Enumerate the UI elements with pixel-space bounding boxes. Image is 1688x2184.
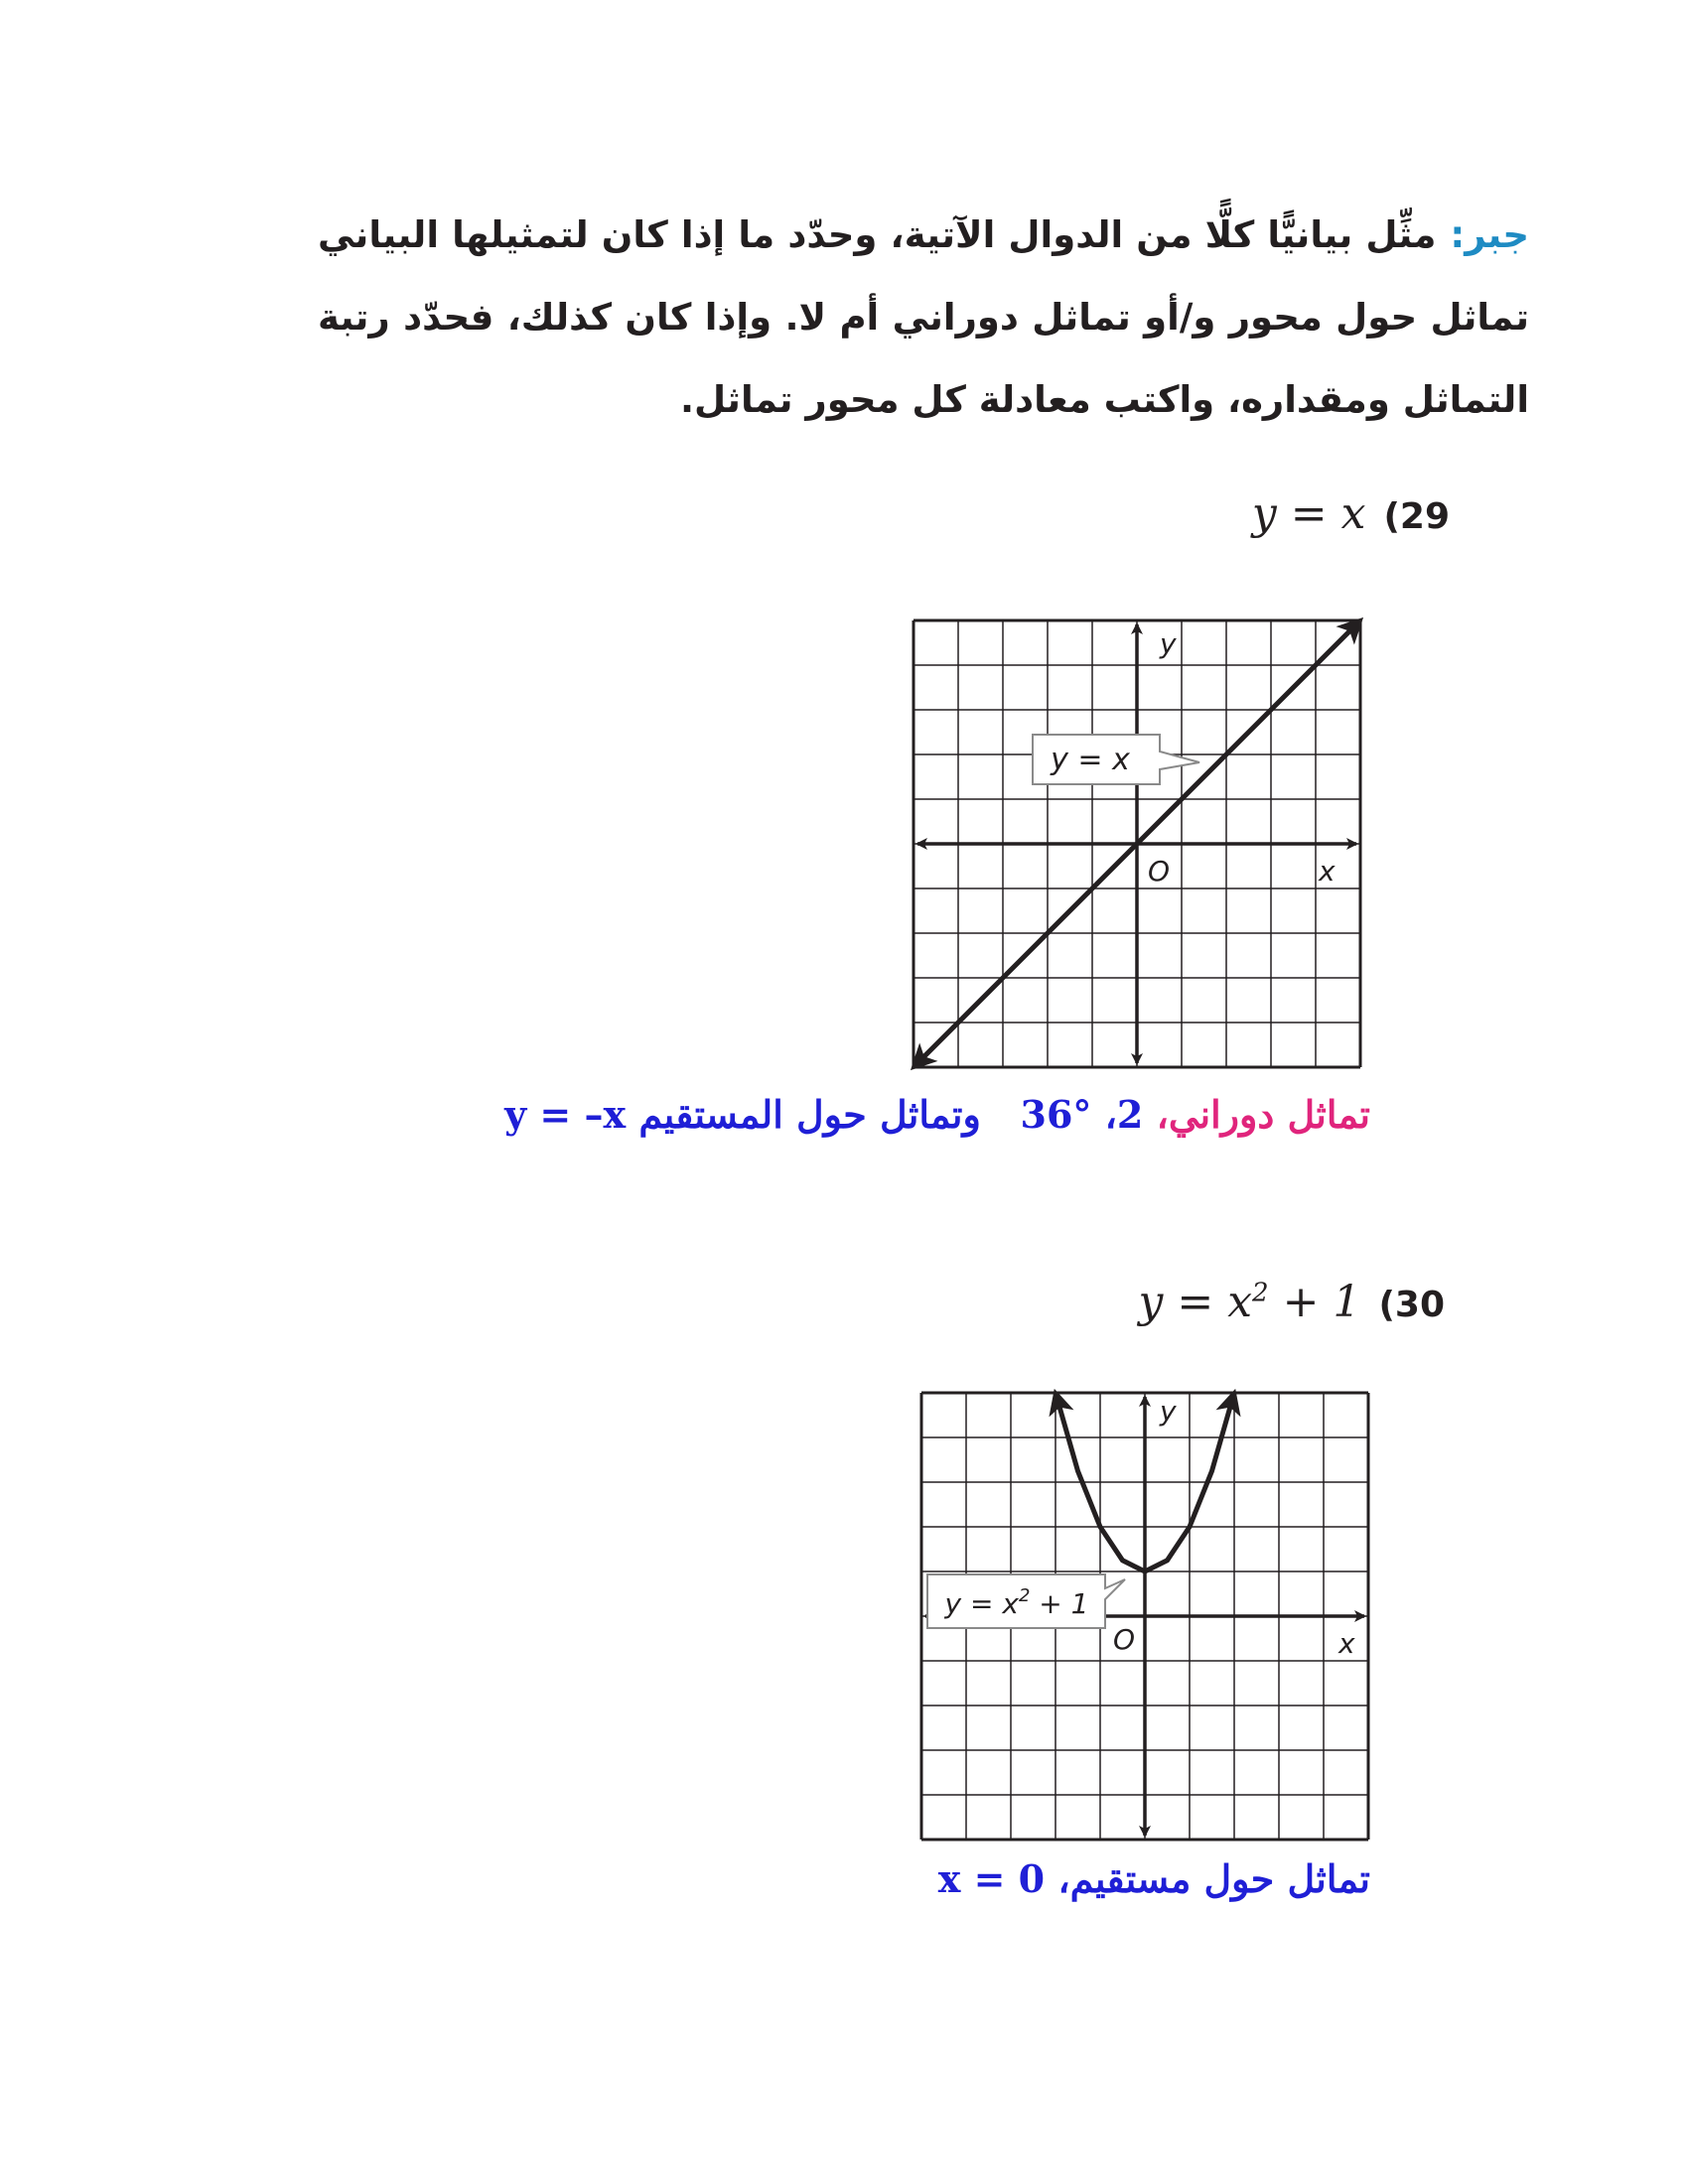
problem-30-equation-tail: + 1 bbox=[1268, 1277, 1361, 1327]
problem-30-callout-exponent: 2 bbox=[1018, 1585, 1031, 1606]
problem-30-callout-main: y = x bbox=[944, 1587, 1019, 1620]
problem-29-y-axis-label: y bbox=[1160, 627, 1177, 660]
problem-30-callout bbox=[927, 1574, 1125, 1628]
problem-29-callout-label: y = x bbox=[1051, 743, 1130, 777]
problem-29-graph bbox=[914, 620, 1360, 1067]
problem-30-equation bbox=[1139, 1277, 1361, 1327]
problem-30-answer-axis-equation: x = 0 bbox=[937, 1856, 1046, 1901]
problem-29-origin-label: O bbox=[1148, 855, 1171, 887]
problem-30-callout-tail: + 1 bbox=[1030, 1587, 1089, 1620]
problem-29-equation: y = x bbox=[1251, 488, 1366, 539]
problem-29-heading bbox=[1252, 488, 1450, 539]
problem-30-equation-exponent: 2 bbox=[1252, 1278, 1269, 1308]
problem-29-answer-rotational: تماثل دوراني، bbox=[1156, 1092, 1370, 1137]
problem-30-number: (30 bbox=[1378, 1285, 1445, 1325]
problem-29-callout bbox=[1033, 735, 1199, 784]
problem-30-answer-line-symmetry: تماثل حول مستقيم، bbox=[1057, 1856, 1370, 1901]
problem-29-answer-comma: ، bbox=[1104, 1092, 1117, 1137]
problem-29-answer-line-symmetry: وتماثل حول المستقيم bbox=[638, 1092, 981, 1137]
problem-30-callout-label bbox=[944, 1585, 1089, 1620]
problem-30-graph bbox=[921, 1393, 1368, 1840]
instructions-label: جبر: bbox=[1450, 213, 1529, 256]
problem-29-answer-axis-equation: y = –x bbox=[504, 1092, 627, 1137]
problem-30-x-axis-label: x bbox=[1338, 1627, 1355, 1660]
instructions-text: مثِّل بيانيًّا كلًّا من الدوال الآتية، وحدّد ما إذا كان لتمثيلها البياني تماثل حول محور و/أو تماثل دوراني أم لا. وإذا كان كذلك، فحدّد رتبة التماثل ومقداره، واكتب معادلة كل محور تماثل. bbox=[318, 213, 1529, 421]
problem-30-origin-label: O bbox=[1113, 1623, 1136, 1656]
instructions-paragraph bbox=[318, 194, 1529, 441]
problem-29-answer-order: 2 bbox=[1116, 1092, 1144, 1137]
problem-29-number: (29 bbox=[1383, 496, 1450, 537]
problem-30-heading bbox=[1139, 1277, 1445, 1327]
problem-30-answer bbox=[938, 1856, 1370, 1901]
problem-29-x-axis-label: x bbox=[1319, 855, 1336, 887]
problem-30-y-axis-label: y bbox=[1160, 1395, 1177, 1428]
problem-29-answer-angle: 36° bbox=[1020, 1092, 1092, 1137]
problem-30-equation-main: y = x bbox=[1138, 1277, 1253, 1327]
problem-29-answer bbox=[504, 1092, 1370, 1137]
